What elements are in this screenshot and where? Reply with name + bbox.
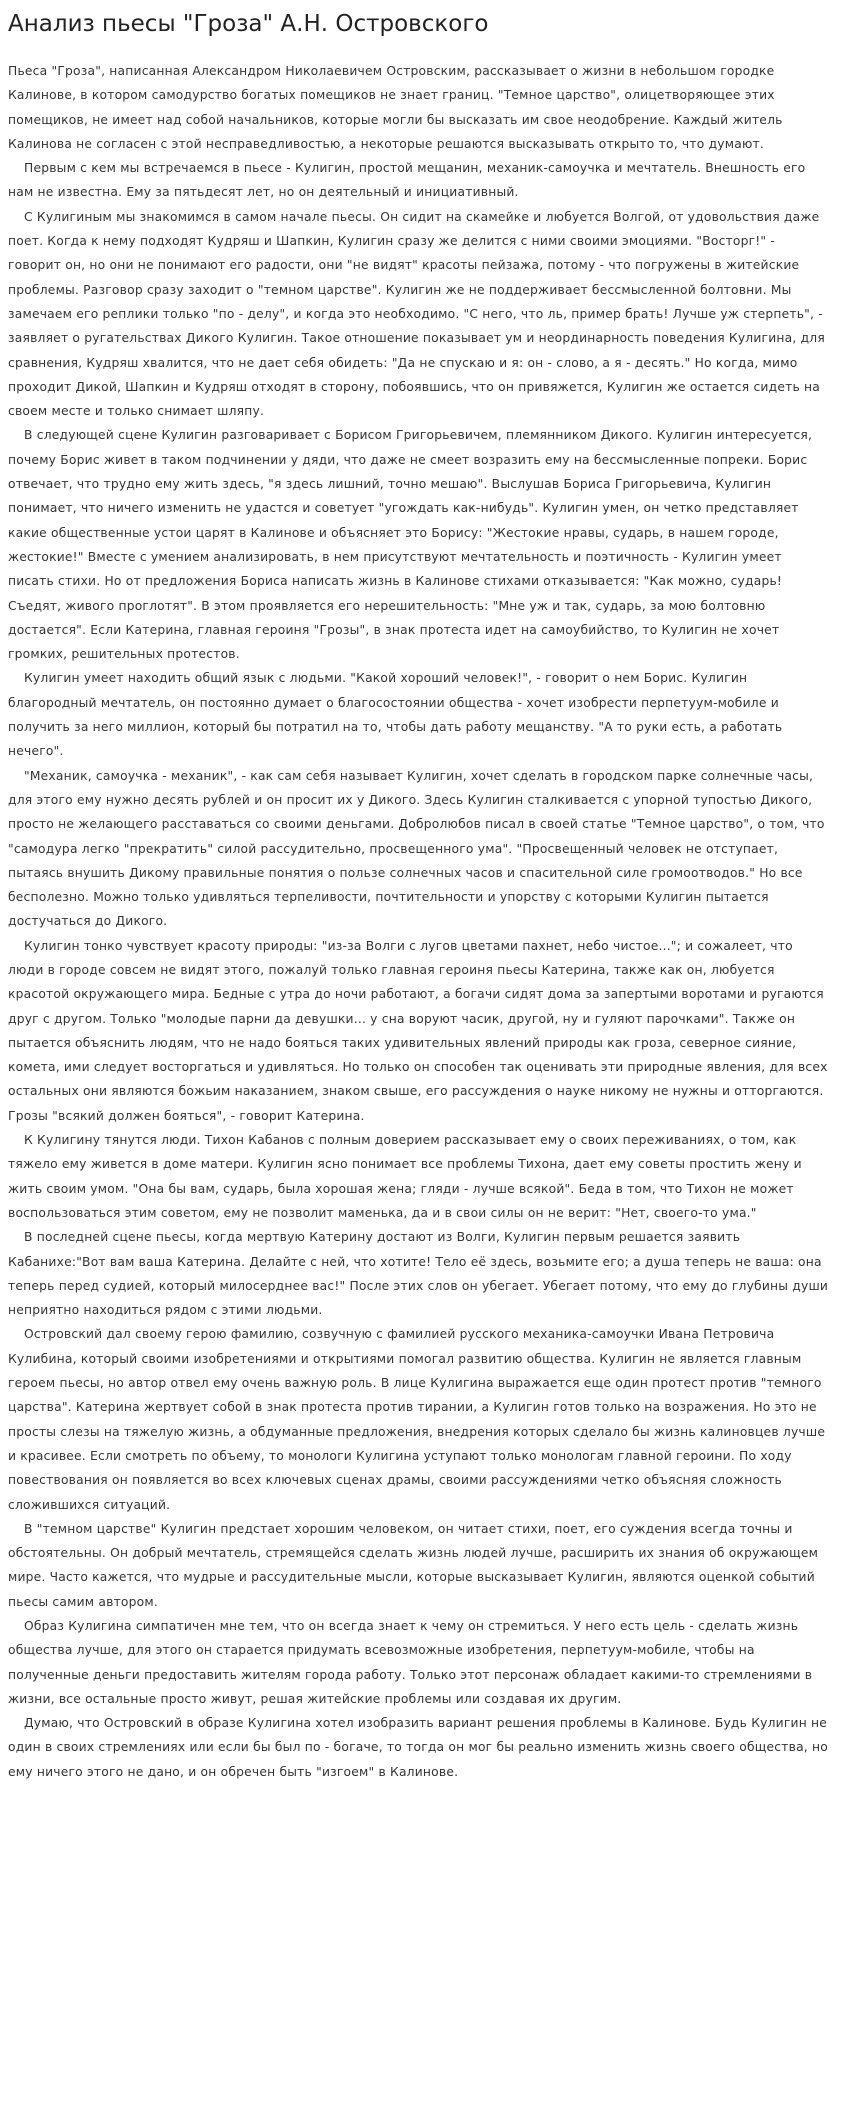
paragraph: Островский дал своему герою фамилию, созвучную с фамилией русского механика-самоучки Ивана Петровича Кулибина, который своими изобретениями и открытиями помогал развитию общества. Кулигин не является главным героем пьесы, но автор отвел ему очень важную роль. В лице Кулигина выражается еще один протест против "темного царства". Катерина жертвует собой в знак протеста против тирании, а Кулигин готов только на возражения. Но это не просты слезы на тяжелую жизнь, а обдуманные предложения, внедрения которых сделало бы жизнь калиновцев лучше и красивее. Если смотреть по объему, то монологи Кулигина уступают только монологам главной героини. По ходу повествования он появляется во всех ключевых сценах драмы, своими рассуждениями четко объясняя сложность сложившихся ситуаций. (8, 1327, 826, 1512)
paragraph: "Механик, самоучка - механик", - как сам себя называет Кулигин, хочет сделать в городском парке солнечные часы, для этого ему нужно десять рублей и он просит их у Дикого. Здесь Кулигин сталкивается с упорной тупостью Дикого, просто не желающего расставаться со своими деньгами. Добролюбов писал в своей статье "Темное царство", о том, что "самодура легко "прекратить" силой рассудительно, просвещенного ума". "Просвещенный человек не отступает, пытаясь внушить Дикому правильные понятия о пользе солнечных часов и спасительной силе громоотводов." Но все бесполезно. Можно только удивляться терпеливости, почтительности и упорству с которыми Кулигин пытается достучаться до Дикого. (8, 768, 825, 929)
paragraph: Думаю, что Островский в образе Кулигина хотел изобразить вариант решения проблемы в Калинове. Будь Кулигин не один в своих стремлениях или если бы был по - богаче, то тогда он мог бы реально изменить жизнь своего общества, но ему ничего этого не дано, и он обречен быть "изгоем" в Калинове. (8, 1716, 828, 1779)
paragraph: Кулигин тонко чувствует красоту природы: "из-за Волги с лугов цветами пахнет, небо чистое..."; и сожалеет, что люди в городе совсем не видят этого, пожалуй только главная героиня пьесы Катерина, также как он, любуется красотой окружающего мира. Бедные с утра до ночи работают, а богачи сидят дома за запертыми воротами и ругаются друг с другом. Только "молодые парни да девушки... у сна воруют часик, другой, ну и гуляют парочками". Также он пытается объяснить людям, что не надо бояться таких удивительных явлений природы как гроза, северное сияние, комета, ими следует восторгаться и удивляться. Но только он способен так оценивать эти природные явления, для всех остальных они являются божьим наказанием, знаком свыше, его рассуждения о науке никому не нужны и отторгаются. Грозы "всякий должен бояться", - говорит Катерина. (8, 938, 828, 1123)
paragraph: С Кулигиным мы знакомимся в самом начале пьесы. Он сидит на скамейке и любуется Волгой, от удовольствия даже поет. Когда к нему подходят Кудряш и Шапкин, Кулигин сразу же делится с ними своими эмоциями. "Восторг!" - говорит он, но они не понимают его радости, они "не видят" красоты пейзажа, потому - что погружены в житейские проблемы. Разговор сразу заходит о "темном царстве". Кулигин же не поддерживает бессмысленной болтовни. Мы замечаем его реплики только "по - делу", и когда это необходимо. "С него, что ль, пример брать! Лучше уж стерпеть", - заявляет о ругательствах Дикого Кулигин. Такое отношение показывает ум и неординарность поведения Кулигина, для сравнения, Кудряш хвалится, что не дает себя обидеть: "Да не спускаю и я: он - слово, а я - десять." Но когда, мимо проходит Дикой, Шапкин и Кудряш отходят в сторону, побоявшись, что он привяжется, Кулигин же остается сидеть на своем месте и только снимает шляпу. (8, 209, 825, 419)
paragraph: В последней сцене пьесы, когда мертвую Катерину достают из Волги, Кулигин первым решается заявить Кабанихе:"Вот вам ваша Катерина. Делайте с ней, что хотите! Тело её здесь, возьмите его; а душа теперь не ваша: она теперь перед судией, который милосерднее вас!" После этих слов он убегает. Убегает потому, что ему до глубины души неприятно находиться рядом с этими людьми. (8, 1230, 829, 1318)
paragraph: В "темном царстве" Кулигин предстает хорошим человеком, он читает стихи, поет, его суждения всегда точны и обстоятельны. Он добрый мечтатель, стремящейся сделать жизнь людей лучше, расширить их знания об окружающем мире. Часто кажется, что мудрые и рассудительные мысли, которые высказывает Кулигин, являются оценкой событий пьесы самим автором. (8, 1521, 819, 1609)
paragraph: Кулигин умеет находить общий язык с людьми. "Какой хороший человек!", - говорит о нем Борис. Кулигин благородный мечтатель, он постоянно думает о благосостоянии общества - хочет изобрести перпетуум-мобиле и получить за него миллион, который бы потратил на то, чтобы дать работу мещанству. "А то руки есть, а работать нечего". (8, 671, 783, 759)
paragraph: К Кулигину тянутся люди. Тихон Кабанов с полным доверием рассказывает ему о своих переживаниях, о том, как тяжело ему живется в доме матери. Кулигин ясно понимает все проблемы Тихона, дает ему советы простить жену и жить своим умом. "Она бы вам, сударь, была хорошая жена; гляди - лучше всякой". Беда в том, что Тихон не может воспользоваться этим советом, ему не позволит маменька, да и в свои силы он не верит: "Нет, своего-то ума." (8, 1133, 802, 1220)
page-title: Анализ пьесы "Гроза" А.Н. Островского (8, 11, 489, 37)
article-body (8, 59, 831, 1784)
paragraph: Первым с кем мы встречаемся в пьесе - Кулигин, простой мещанин, механик-самоучка и мечтатель. Внешность его нам не известна. Ему за пятьдесят лет, но он деятельный и инициативный. (8, 161, 806, 200)
paragraph: Образ Кулигина симпатичен мне тем, что он всегда знает к чему он стремиться. У него есть цель - сделать жизнь общества лучше, для этого он старается придумать всевозможные изобретения, перпетуум-мобиле, чтобы на полученные деньги предоставить жителям города работу. Только этот персонаж обладает какими-то стремлениями в жизни, все остальные просто живут, решая житейские проблемы или создавая их другим. (8, 1619, 813, 1706)
paragraph-intro: Пьеса "Гроза", написанная Александром Николаевичем Островским, рассказывает о жизни в небольшом городке Калинове, в котором самодурство богатых помещиков не знает границ. "Темное царство", олицетворяющее этих помещиков, не имеет над собой начальников, которые могли бы высказать им свое неодобрение. Каждый житель Калинова не согласен с этой несправедливостью, а некоторые решаются высказывать открыто то, что думают. (8, 64, 783, 151)
paragraph: В следующей сцене Кулигин разговаривает с Борисом Григорьевичем, племянником Дикого. Кулигин интересуется, почему Борис живет в таком подчинении у дяди, что даже не смеет возразить ему на бессмысленные попреки. Борис отвечает, что трудно ему жить здесь, "я здесь лишний, точно мешаю". Выслушав Бориса Григорьевича, Кулигин понимает, что ничего изменить не удастся и советует "угождать как-нибудь". Кулигин умен, он четко представляет какие общественные устои царят в Калинове и объясняет это Борису: "Жестокие нравы, сударь, в нашем городе, жестокие!" Вместе с умением анализировать, в нем присутствуют мечтательность и поэтичность - Кулигин умеет писать стихи. Но от предложения Бориса написать жизнь в Калинове стихами отказывается: "Как можно, сударь! Съедят, живого проглотят". В этом проявляется его нерешительность: "Мне уж и так, сударь, за мою болтовню достается". Если Катерина, главная героиня "Грозы", в знак протеста идет на самоубийство, то Кулигин не хочет громких, решительных протестов. (8, 428, 813, 662)
